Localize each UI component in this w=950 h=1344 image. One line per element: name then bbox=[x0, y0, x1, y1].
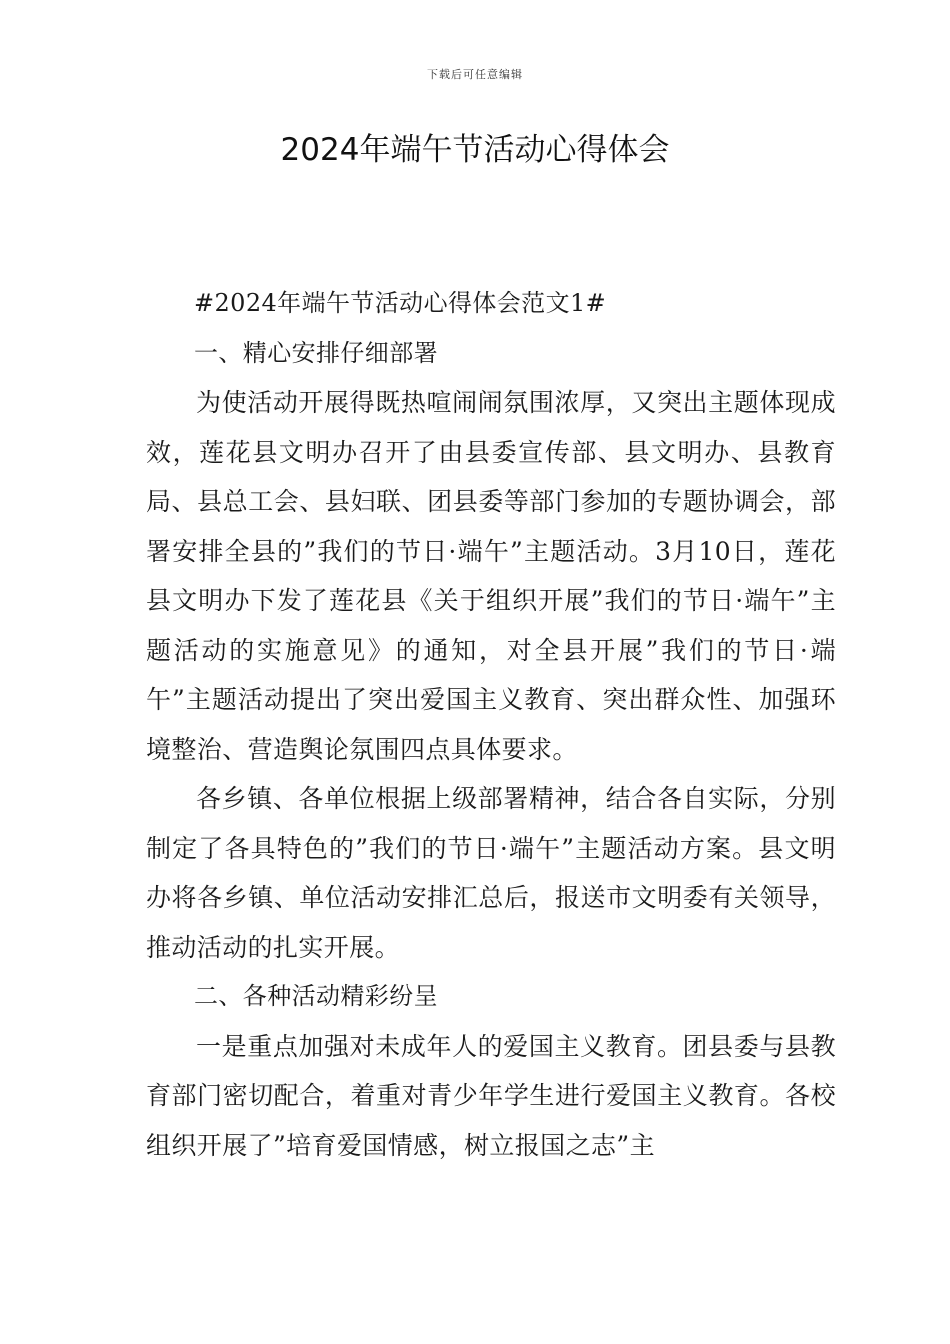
document-body bbox=[146, 279, 836, 1170]
header-note: 下载后可任意编辑 bbox=[427, 68, 523, 81]
section-heading-2: 二、各种活动精彩纷呈 bbox=[194, 982, 438, 1010]
section-heading-1: 一、精心安排仔细部署 bbox=[194, 338, 438, 367]
paragraph: 为使活动开展得既热喧闹闹氛围浓厚，又突出主题体现成效，莲花县文明办召开了由县委宣传部、县文明办、县教育局、县总工会、县妇联、团县委等部门参加的专题协调会，部署安排全县的”我们的节日·端午”主题活动。3月10日，莲花县文明办下发了莲花县《关于组织开展”我们的节日·端午”主题活动的实施意见》的通知，对全县开展”我们的节日·端午”主题活动提出了突出爱国主义教育、突出群众性、加强环境整治、营造舆论氛围四点具体要求。 bbox=[146, 388, 836, 764]
paragraph: 一是重点加强对未成年人的爱国主义教育。团县委与县教育部门密切配合，着重对青少年学生进行爱国主义教育。各校组织开展了”培育爱国情感，树立报国之志”主 bbox=[146, 1031, 836, 1160]
paragraph: 各乡镇、各单位根据上级部署精神，结合各自实际，分别制定了各具特色的”我们的节日·端午”主题活动方案。县文明办将各乡镇、单位活动安排汇总后，报送市文明委有关领导，推动活动的扎实开展。 bbox=[146, 784, 836, 962]
section-subtitle: #2024年端午节活动心得体会范文1# bbox=[194, 289, 607, 317]
document-title: 2024年端午节活动心得体会 bbox=[280, 132, 670, 168]
